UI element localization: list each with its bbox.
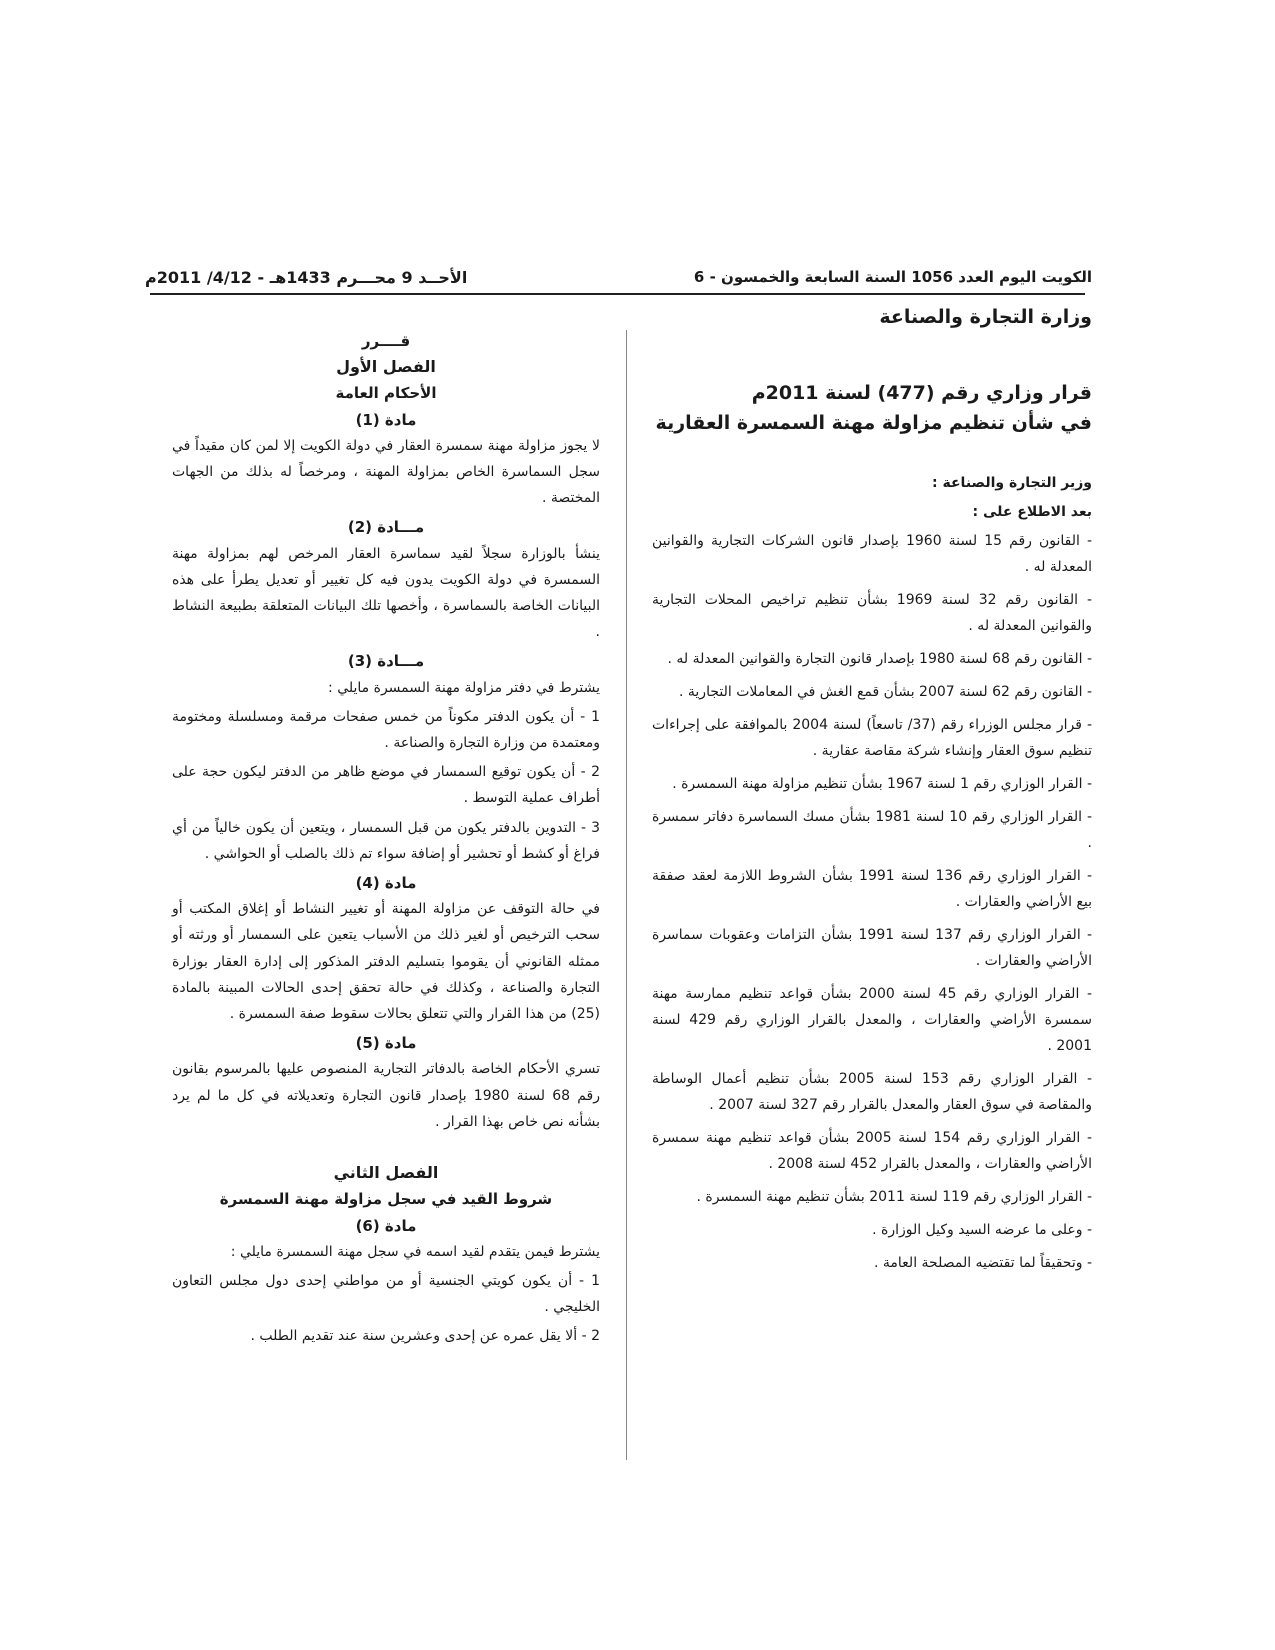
article-4-title: مادة (4) [355, 874, 417, 893]
left-column [172, 328, 600, 1353]
article-1-title: مادة (1) [355, 410, 417, 429]
chapter-1-subtitle: الأحكام العامة [335, 384, 437, 403]
reference-item: - وتحقيقاً لما تقتضيه المصلحة العامة . [874, 1255, 1092, 1271]
article-3-item: 3 - التدوين بالدفتر يكون من قبل السمسار ، ويتعين أن يكون خالياً من أي فراغ أو كشط أو تحشير أو إضافة سواء تم ذلك بالصلب أو الحواشي . [172, 819, 600, 862]
article-5-title: مادة (5) [355, 1034, 417, 1053]
decree-title [652, 378, 1092, 438]
article-3-item: 2 - أن يكون توقيع السمسار في موضع ظاهر من الدفتر ليكون حجة على أطراف عملية التوسط . [172, 764, 600, 807]
article-3-text: يشترط في دفتر مزاولة مهنة السمسرة مايلي : [328, 679, 600, 696]
chapter-2-title: الفصل الثاني [333, 1163, 439, 1183]
article-3-item: 1 - أن يكون الدفتر مكوناً من خمس صفحات مرقمة ومسلسلة ومختومة ومعتمدة من وزارة التجارة والصناعة . [172, 708, 600, 752]
gazette-issue-header: الكويت اليوم العدد 1056 السنة السابعة والخمسون - 6 [693, 268, 1092, 286]
article-3-title: مـــادة (3) [347, 652, 425, 671]
article-1-text: لا يجوز مزاولة مهنة سمسرة العقار في دولة الكويت إلا لمن كان مقيداً في سجل السماسرة الخاص بمزاولة المهنة ، ومرخصاً له بذلك من الجهات المختصة . [172, 437, 600, 507]
reference-item: - القرار الوزاري رقم 10 لسنة 1981 بشأن مسك السماسرة دفاتر سمسرة . [652, 809, 1093, 851]
article-6-intro: يشترط فيمن يتقدم لقيد اسمه في سجل مهنة السمسرة مايلي : [230, 1243, 600, 1260]
reference-item: - القرار الوزاري رقم 137 لسنة 1991 بشأن التزامات وعقوبات سماسرة الأراضي والعقارات . [652, 927, 1092, 969]
chapter-1-title: الفصل الأول [336, 357, 436, 377]
chapter-2-subtitle: شروط القيد في سجل مزاولة مهنة السمسرة [219, 1190, 553, 1209]
reference-item: - القرار الوزاري رقم 1 لسنة 1967 بشأن تنظيم مزاولة مهنة السمسرة . [672, 776, 1092, 792]
reference-item: - القانون رقم 32 لسنة 1969 بشأن تنظيم تراخيص المحلات التجارية والقوانين المعدلة له . [652, 592, 1092, 634]
ministry-title: وزارة التجارة والصناعة [879, 306, 1092, 328]
decree-title-line-2: في شأن تنظيم مزاولة مهنة السمسرة العقارية [655, 412, 1092, 434]
reference-item: - القرار الوزاري رقم 119 لسنة 2011 بشأن تنظيم مهنة السمسرة . [696, 1189, 1092, 1205]
reference-item: - القرار الوزاري رقم 153 لسنة 2005 بشأن تنظيم أعمال الوساطة والمقاصة في سوق العقار والمعدل بالقرار رقم 327 لسنة 2007 . [652, 1071, 1092, 1113]
gazette-date-header: الأحــد 9 محـــرم 1433هـ - 4/12/ 2011م [145, 268, 468, 287]
reference-item: - القانون رقم 15 لسنة 1960 بإصدار قانون الشركات التجارية والقوانين المعدلة له . [652, 533, 1092, 575]
article-6-item: 1 - أن يكون كويتي الجنسية أو من مواطني إحدى دول مجلس التعاون الخليجي . [172, 1272, 600, 1316]
decision-heading: قــــرر [361, 332, 411, 350]
article-6-item: 2 - ألا يقل عمره عن إحدى وعشرين سنة عند تقديم الطلب . [250, 1328, 600, 1345]
column-divider [626, 330, 627, 1460]
decree-title-line-1: قرار وزاري رقم (477) لسنة 2011م [751, 382, 1092, 404]
reference-item: - القرار الوزاري رقم 136 لسنة 1991 بشأن الشروط اللازمة لعقد صفقة بيع الأراضي والعقارات . [652, 868, 1093, 910]
article-5-text: تسري الأحكام الخاصة بالدفاتر التجارية المنصوص عليها بالمرسوم بقانون رقم 68 لسنة 1980 بإصدار قانون التجارة وتعديلاته في كل ما لم يرد بشأنه نص خاص بهذا القرار . [172, 1061, 600, 1130]
minister-line: وزير التجارة والصناعة : [932, 475, 1092, 491]
header-divider [150, 293, 1085, 295]
article-4-text: في حالة التوقف عن مزاولة المهنة أو تغيير النشاط أو إغلاق المكتب أو سحب الترخيص أو لغير ذلك من الأسباب يتعين على السمسار أو ورثته أو ممثله القانوني أن يقوموا بتسليم الدفتر المذكور إلى إدارة العقار بوزارة التجارة والصناعة ، وكذلك في حالة تحقق إحدى الحالات المبينة بالمادة (25) من هذا القرار والتي تتعلق بحالات سقوط صفة السمسرة . [172, 901, 600, 1023]
reference-item: - القانون رقم 62 لسنة 2007 بشأن قمع الغش في المعاملات التجارية . [679, 684, 1092, 700]
reference-item: - القرار الوزاري رقم 45 لسنة 2000 بشأن قواعد تنظيم ممارسة مهنة سمسرة الأراضي والعقارات ، والمعدل بالقرار الوزاري رقم 429 لسنة 2001 . [652, 986, 1093, 1054]
article-6-title: مادة (6) [355, 1216, 417, 1235]
article-2-title: مـــادة (2) [347, 518, 425, 537]
section-gap [172, 1138, 600, 1160]
reference-item: - القرار الوزاري رقم 154 لسنة 2005 بشأن قواعد تنظيم مهنة سمسرة الأراضي والعقارات ، والمعدل بالقرار 452 لسنة 2008 . [652, 1130, 1092, 1172]
right-column [652, 470, 1092, 1283]
after-review-line: بعد الاطلاع على : [972, 504, 1092, 520]
reference-item: - القانون رقم 68 لسنة 1980 بإصدار قانون التجارة والقوانين المعدلة له . [667, 651, 1092, 667]
article-2-text: ينشأ بالوزارة سجلاً لقيد سماسرة العقار المرخص لهم بمزاولة مهنة السمسرة في دولة الكويت يدون فيه كل تغيير أو تعديل يطرأ على هذه البيانات الخاصة بالسماسرة ، وأخصها تلك البيانات المتعلقة بطبيعة النشاط . [172, 545, 600, 641]
reference-item: - قرار مجلس الوزراء رقم (37/ تاسعاً) لسنة 2004 بالموافقة على إجراءات تنظيم سوق العقار وإنشاء شركة مقاصة عقارية . [652, 717, 1092, 759]
reference-item: - وعلى ما عرضه السيد وكيل الوزارة . [872, 1222, 1092, 1238]
